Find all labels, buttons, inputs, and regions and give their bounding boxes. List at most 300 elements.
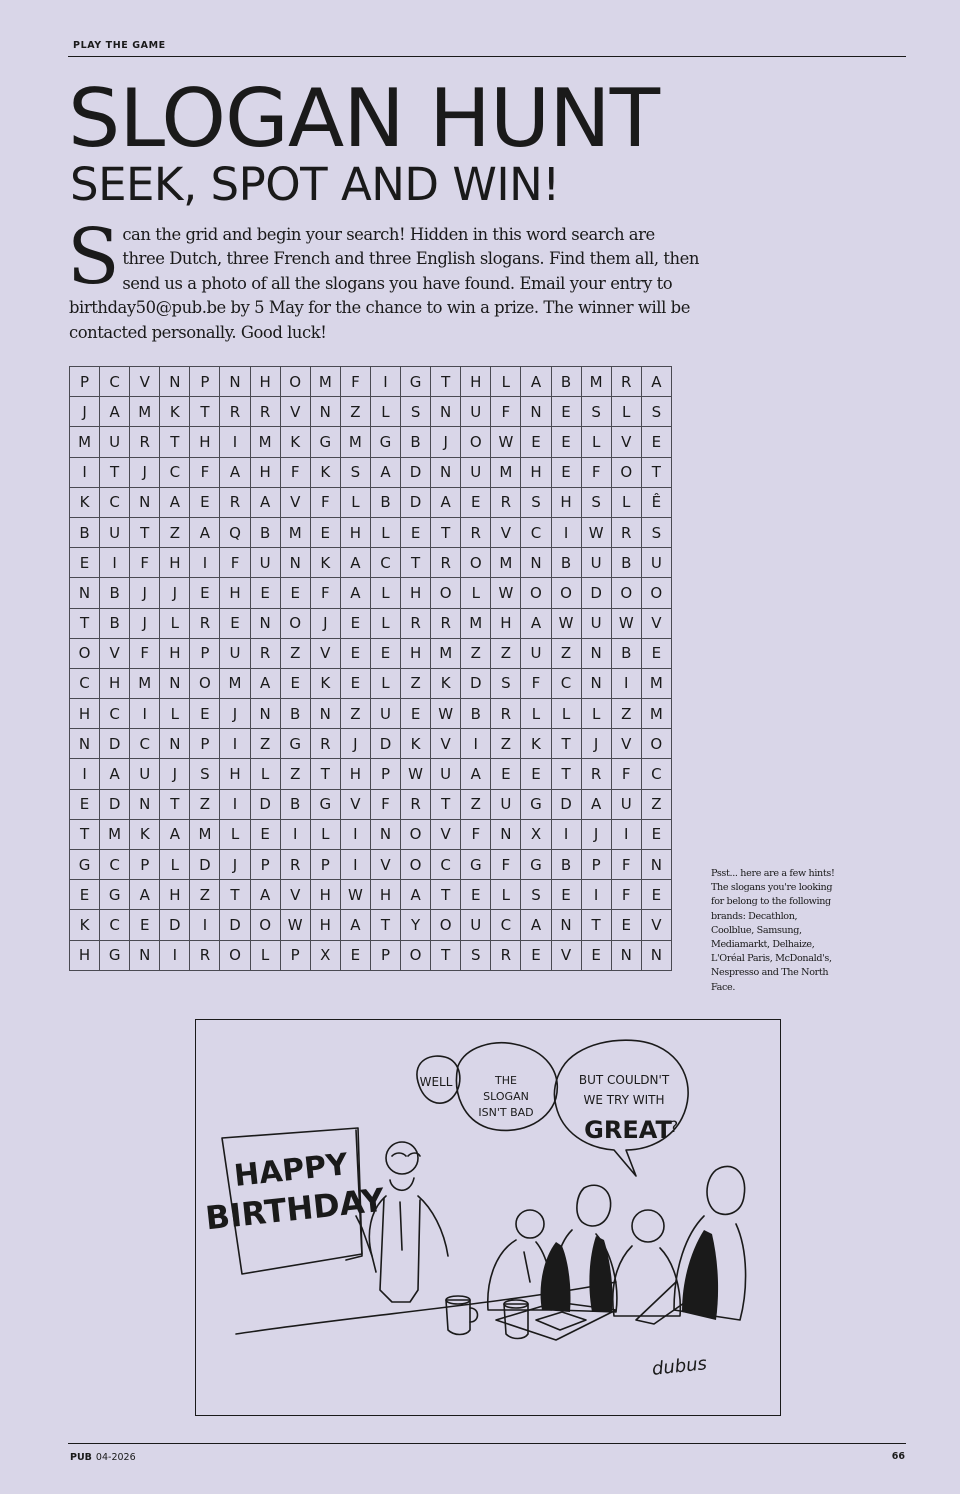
grid-cell: K: [310, 457, 340, 487]
grid-cell: R: [250, 397, 280, 427]
grid-cell: E: [70, 789, 100, 819]
grid-cell: H: [401, 578, 431, 608]
grid-cell: I: [220, 789, 250, 819]
bottom-rule: [68, 1443, 906, 1444]
grid-cell: E: [370, 638, 400, 668]
grid-cell: C: [100, 910, 130, 940]
grid-cell: R: [220, 397, 250, 427]
grid-cell: Z: [340, 699, 370, 729]
grid-cell: H: [220, 578, 250, 608]
grid-cell: W: [611, 608, 641, 638]
bubble-2-line-3: ISN'T BAD: [478, 1106, 534, 1119]
grid-cell: L: [611, 397, 641, 427]
grid-cell: V: [340, 789, 370, 819]
grid-cell: R: [491, 940, 521, 970]
grid-cell: W: [431, 699, 461, 729]
grid-cell: J: [160, 759, 190, 789]
grid-cell: Z: [491, 729, 521, 759]
grid-cell: I: [130, 699, 160, 729]
grid-row: [70, 910, 672, 940]
grid-row: [70, 397, 672, 427]
grid-cell: J: [220, 850, 250, 880]
grid-cell: F: [130, 638, 160, 668]
grid-cell: B: [370, 487, 400, 517]
grid-cell: F: [611, 759, 641, 789]
grid-cell: C: [160, 457, 190, 487]
grid-cell: T: [431, 880, 461, 910]
grid-cell: F: [611, 880, 641, 910]
grid-cell: A: [401, 880, 431, 910]
grid-cell: L: [491, 367, 521, 397]
grid-cell: K: [310, 668, 340, 698]
grid-cell: E: [70, 880, 100, 910]
grid-cell: U: [370, 699, 400, 729]
grid-cell: F: [280, 457, 310, 487]
grid-cell: A: [641, 367, 671, 397]
bubble-3-line-2: WE TRY WITH: [583, 1093, 665, 1107]
grid-cell: E: [581, 940, 611, 970]
grid-cell: V: [611, 427, 641, 457]
word-search-grid: [69, 366, 672, 971]
grid-cell: V: [641, 910, 671, 940]
grid-cell: I: [190, 910, 220, 940]
grid-cell: N: [521, 397, 551, 427]
grid-cell: S: [641, 397, 671, 427]
grid-cell: D: [461, 668, 491, 698]
grid-cell: Ê: [641, 487, 671, 517]
grid-cell: A: [581, 789, 611, 819]
grid-cell: P: [581, 850, 611, 880]
grid-cell: N: [130, 789, 160, 819]
grid-cell: O: [611, 578, 641, 608]
grid-cell: G: [310, 427, 340, 457]
bubble-1-text: WELL: [419, 1075, 453, 1089]
grid-cell: B: [280, 699, 310, 729]
grid-cell: V: [280, 397, 310, 427]
grid-cell: W: [491, 578, 521, 608]
grid-row: [70, 517, 672, 547]
grid-cell: A: [100, 759, 130, 789]
grid-cell: E: [280, 668, 310, 698]
grid-cell: S: [340, 457, 370, 487]
grid-cell: T: [641, 457, 671, 487]
grid-cell: B: [100, 578, 130, 608]
grid-cell: C: [551, 668, 581, 698]
grid-cell: N: [521, 548, 551, 578]
grid-cell: T: [220, 880, 250, 910]
grid-cell: O: [461, 548, 491, 578]
grid-cell: I: [160, 940, 190, 970]
grid-cell: K: [70, 910, 100, 940]
section-tag: PLAY THE GAME: [73, 40, 166, 51]
grid-cell: H: [160, 880, 190, 910]
grid-cell: E: [340, 668, 370, 698]
grid-cell: A: [100, 397, 130, 427]
grid-cell: Z: [491, 638, 521, 668]
grid-cell: I: [220, 729, 250, 759]
grid-cell: G: [100, 940, 130, 970]
grid-row: [70, 487, 672, 517]
grid-cell: Z: [461, 789, 491, 819]
grid-cell: L: [250, 940, 280, 970]
grid-cell: D: [401, 457, 431, 487]
grid-cell: O: [401, 850, 431, 880]
grid-cell: O: [461, 427, 491, 457]
grid-cell: B: [461, 699, 491, 729]
grid-cell: B: [551, 548, 581, 578]
grid-cell: E: [641, 427, 671, 457]
grid-cell: H: [250, 457, 280, 487]
grid-cell: M: [100, 819, 130, 849]
grid-cell: V: [611, 729, 641, 759]
grid-cell: L: [220, 819, 250, 849]
grid-cell: U: [581, 608, 611, 638]
grid-cell: F: [190, 457, 220, 487]
grid-cell: B: [280, 789, 310, 819]
grid-row: [70, 367, 672, 397]
grid-cell: G: [401, 367, 431, 397]
grid-cell: A: [160, 487, 190, 517]
grid-cell: H: [70, 699, 100, 729]
grid-cell: E: [190, 699, 220, 729]
grid-cell: Z: [190, 880, 220, 910]
grid-cell: S: [461, 940, 491, 970]
grid-cell: B: [551, 850, 581, 880]
grid-cell: M: [461, 608, 491, 638]
speech-bubble-3: [554, 1040, 688, 1176]
grid-cell: N: [641, 940, 671, 970]
grid-cell: N: [551, 910, 581, 940]
grid-cell: U: [220, 638, 250, 668]
person-4-head: [707, 1166, 745, 1214]
bubble-2-line-1: THE: [495, 1074, 517, 1087]
grid-cell: V: [280, 487, 310, 517]
grid-cell: S: [401, 397, 431, 427]
grid-cell: T: [431, 517, 461, 547]
grid-cell: N: [280, 548, 310, 578]
grid-cell: M: [310, 367, 340, 397]
grid-cell: H: [310, 910, 340, 940]
grid-cell: P: [250, 850, 280, 880]
grid-cell: N: [431, 397, 461, 427]
grid-cell: U: [130, 759, 160, 789]
grid-cell: T: [551, 759, 581, 789]
grid-cell: N: [160, 729, 190, 759]
grid-cell: J: [431, 427, 461, 457]
grid-cell: T: [551, 729, 581, 759]
grid-row: [70, 427, 672, 457]
grid-row: [70, 608, 672, 638]
grid-row: [70, 819, 672, 849]
grid-cell: E: [190, 487, 220, 517]
grid-cell: M: [280, 517, 310, 547]
grid-cell: I: [581, 880, 611, 910]
grid-cell: H: [70, 940, 100, 970]
grid-cell: R: [581, 759, 611, 789]
grid-cell: F: [521, 668, 551, 698]
grid-cell: J: [130, 608, 160, 638]
grid-cell: D: [551, 789, 581, 819]
grid-cell: A: [250, 880, 280, 910]
grid-cell: A: [160, 819, 190, 849]
grid-cell: T: [370, 910, 400, 940]
grid-cell: A: [250, 487, 280, 517]
cartoon-drawing: [196, 1020, 780, 1415]
grid-cell: V: [641, 608, 671, 638]
grid-row: [70, 850, 672, 880]
grid-cell: H: [160, 548, 190, 578]
grid-cell: H: [250, 367, 280, 397]
grid-cell: N: [70, 578, 100, 608]
grid-cell: S: [491, 668, 521, 698]
grid-cell: O: [401, 819, 431, 849]
grid-cell: B: [551, 367, 581, 397]
grid-cell: H: [401, 638, 431, 668]
grid-cell: I: [340, 819, 370, 849]
grid-cell: V: [491, 517, 521, 547]
grid-cell: M: [641, 699, 671, 729]
grid-cell: E: [130, 910, 160, 940]
grid-cell: R: [461, 517, 491, 547]
grid-cell: N: [160, 668, 190, 698]
grid-cell: H: [370, 880, 400, 910]
grid-cell: E: [521, 427, 551, 457]
grid-cell: L: [370, 608, 400, 638]
grid-cell: H: [160, 638, 190, 668]
grid-cell: M: [130, 397, 160, 427]
grid-cell: K: [130, 819, 160, 849]
grid-cell: I: [461, 729, 491, 759]
person-3-head: [632, 1210, 664, 1242]
grid-cell: A: [521, 608, 551, 638]
grid-cell: F: [220, 548, 250, 578]
grid-cell: T: [401, 548, 431, 578]
grid-cell: L: [160, 850, 190, 880]
grid-cell: D: [100, 789, 130, 819]
grid-cell: Z: [641, 789, 671, 819]
grid-cell: J: [130, 457, 160, 487]
grid-cell: T: [70, 819, 100, 849]
grid-cell: J: [581, 819, 611, 849]
grid-cell: R: [250, 638, 280, 668]
grid-cell: K: [310, 548, 340, 578]
grid-cell: M: [491, 548, 521, 578]
grid-cell: E: [461, 880, 491, 910]
grid-cell: X: [521, 819, 551, 849]
grid-cell: Z: [250, 729, 280, 759]
grid-cell: C: [100, 487, 130, 517]
grid-cell: L: [521, 699, 551, 729]
grid-cell: E: [551, 880, 581, 910]
grid-cell: F: [611, 850, 641, 880]
grid-cell: G: [461, 850, 491, 880]
grid-cell: L: [461, 578, 491, 608]
top-rule: [68, 56, 906, 57]
grid-cell: M: [70, 427, 100, 457]
grid-cell: C: [370, 548, 400, 578]
grid-cell: M: [641, 668, 671, 698]
grid-cell: E: [551, 427, 581, 457]
sign-line-2: BIRTHDAY: [203, 1180, 387, 1238]
grid-cell: E: [641, 638, 671, 668]
grid-cell: D: [160, 910, 190, 940]
grid-cell: P: [70, 367, 100, 397]
grid-cell: A: [190, 517, 220, 547]
grid-cell: R: [280, 850, 310, 880]
grid-cell: U: [641, 548, 671, 578]
grid-cell: I: [70, 759, 100, 789]
grid-cell: R: [190, 940, 220, 970]
grid-cell: D: [581, 578, 611, 608]
grid-cell: O: [641, 729, 671, 759]
grid-cell: N: [130, 487, 160, 517]
grid-cell: H: [551, 487, 581, 517]
grid-cell: Z: [280, 638, 310, 668]
grid-cell: H: [491, 608, 521, 638]
grid-cell: E: [340, 940, 370, 970]
grid-cell: F: [581, 457, 611, 487]
grid-cell: G: [521, 789, 551, 819]
grid-cell: M: [581, 367, 611, 397]
grid-cell: T: [431, 940, 461, 970]
grid-cell: R: [310, 729, 340, 759]
drop-cap: S: [67, 213, 120, 302]
grid-cell: I: [551, 819, 581, 849]
grid-cell: C: [100, 367, 130, 397]
intro-paragraph: [67, 213, 699, 345]
grid-cell: R: [401, 789, 431, 819]
footer-brand: PUB: [70, 1452, 92, 1463]
grid-cell: P: [190, 367, 220, 397]
grid-cell: K: [70, 487, 100, 517]
grid-cell: B: [611, 548, 641, 578]
grid-cell: H: [190, 427, 220, 457]
grid-cell: L: [370, 578, 400, 608]
grid-cell: U: [521, 638, 551, 668]
grid-cell: U: [461, 457, 491, 487]
grid-cell: F: [491, 397, 521, 427]
grid-cell: B: [100, 608, 130, 638]
grid-cell: I: [280, 819, 310, 849]
grid-cell: D: [250, 789, 280, 819]
grid-cell: E: [310, 517, 340, 547]
grid-cell: A: [340, 578, 370, 608]
grid-cell: T: [581, 910, 611, 940]
grid-cell: E: [491, 759, 521, 789]
grid-cell: E: [250, 819, 280, 849]
bubble-3-line-1: BUT COULDN'T: [578, 1073, 670, 1087]
bubble-3-question-mark: ?: [669, 1117, 679, 1136]
grid-cell: I: [100, 548, 130, 578]
grid-cell: N: [581, 638, 611, 668]
grid-cell: C: [100, 850, 130, 880]
grid-cell: B: [401, 427, 431, 457]
grid-cell: K: [280, 427, 310, 457]
grid-cell: G: [370, 427, 400, 457]
grid-cell: U: [100, 517, 130, 547]
grid-cell: E: [611, 910, 641, 940]
grid-cell: I: [551, 517, 581, 547]
grid-cell: G: [521, 850, 551, 880]
grid-cell: O: [250, 910, 280, 940]
grid-cell: M: [220, 668, 250, 698]
grid-cell: O: [280, 367, 310, 397]
grid-cell: I: [70, 457, 100, 487]
grid-cell: C: [130, 729, 160, 759]
grid-cell: U: [491, 789, 521, 819]
grid-cell: B: [611, 638, 641, 668]
grid-cell: D: [401, 487, 431, 517]
person-2-head: [577, 1185, 611, 1226]
grid-cell: J: [160, 578, 190, 608]
grid-cell: R: [431, 608, 461, 638]
grid-cell: T: [160, 789, 190, 819]
grid-cell: O: [220, 940, 250, 970]
grid-cell: M: [190, 819, 220, 849]
grid-cell: P: [280, 940, 310, 970]
grid-cell: N: [250, 608, 280, 638]
grid-row: [70, 457, 672, 487]
grid-row: [70, 668, 672, 698]
grid-cell: A: [220, 457, 250, 487]
grid-cell: V: [431, 729, 461, 759]
grid-cell: K: [401, 729, 431, 759]
grid-cell: E: [521, 940, 551, 970]
grid-cell: E: [250, 578, 280, 608]
grid-cell: H: [521, 457, 551, 487]
grid-cell: E: [340, 638, 370, 668]
grid-cell: R: [190, 608, 220, 638]
page-number: 66: [891, 1451, 905, 1462]
grid-cell: L: [160, 699, 190, 729]
grid-cell: N: [310, 699, 340, 729]
grid-cell: H: [310, 880, 340, 910]
grid-cell: U: [100, 427, 130, 457]
grid-cell: O: [551, 578, 581, 608]
grid-cell: M: [250, 427, 280, 457]
grid-cell: C: [431, 850, 461, 880]
grid-cell: P: [310, 850, 340, 880]
grid-cell: K: [160, 397, 190, 427]
footer-publication: [70, 1452, 136, 1463]
grid-cell: O: [641, 578, 671, 608]
grid-cell: A: [521, 367, 551, 397]
grid-cell: E: [521, 759, 551, 789]
grid-cell: G: [100, 880, 130, 910]
grid-row: [70, 729, 672, 759]
grid-cell: W: [491, 427, 521, 457]
grid-cell: N: [611, 940, 641, 970]
grid-cell: W: [401, 759, 431, 789]
grid-cell: J: [340, 729, 370, 759]
grid-cell: L: [370, 397, 400, 427]
grid-row: [70, 940, 672, 970]
grid-row: [70, 789, 672, 819]
grid-cell: O: [401, 940, 431, 970]
grid-cell: H: [461, 367, 491, 397]
grid-cell: T: [100, 457, 130, 487]
grid-cell: C: [521, 517, 551, 547]
grid-cell: M: [491, 457, 521, 487]
grid-cell: Z: [160, 517, 190, 547]
grid-cell: N: [220, 367, 250, 397]
grid-cell: I: [611, 819, 641, 849]
grid-cell: F: [461, 819, 491, 849]
grid-cell: L: [160, 608, 190, 638]
grid-cell: A: [340, 548, 370, 578]
grid-cell: W: [581, 517, 611, 547]
grid-cell: Z: [611, 699, 641, 729]
